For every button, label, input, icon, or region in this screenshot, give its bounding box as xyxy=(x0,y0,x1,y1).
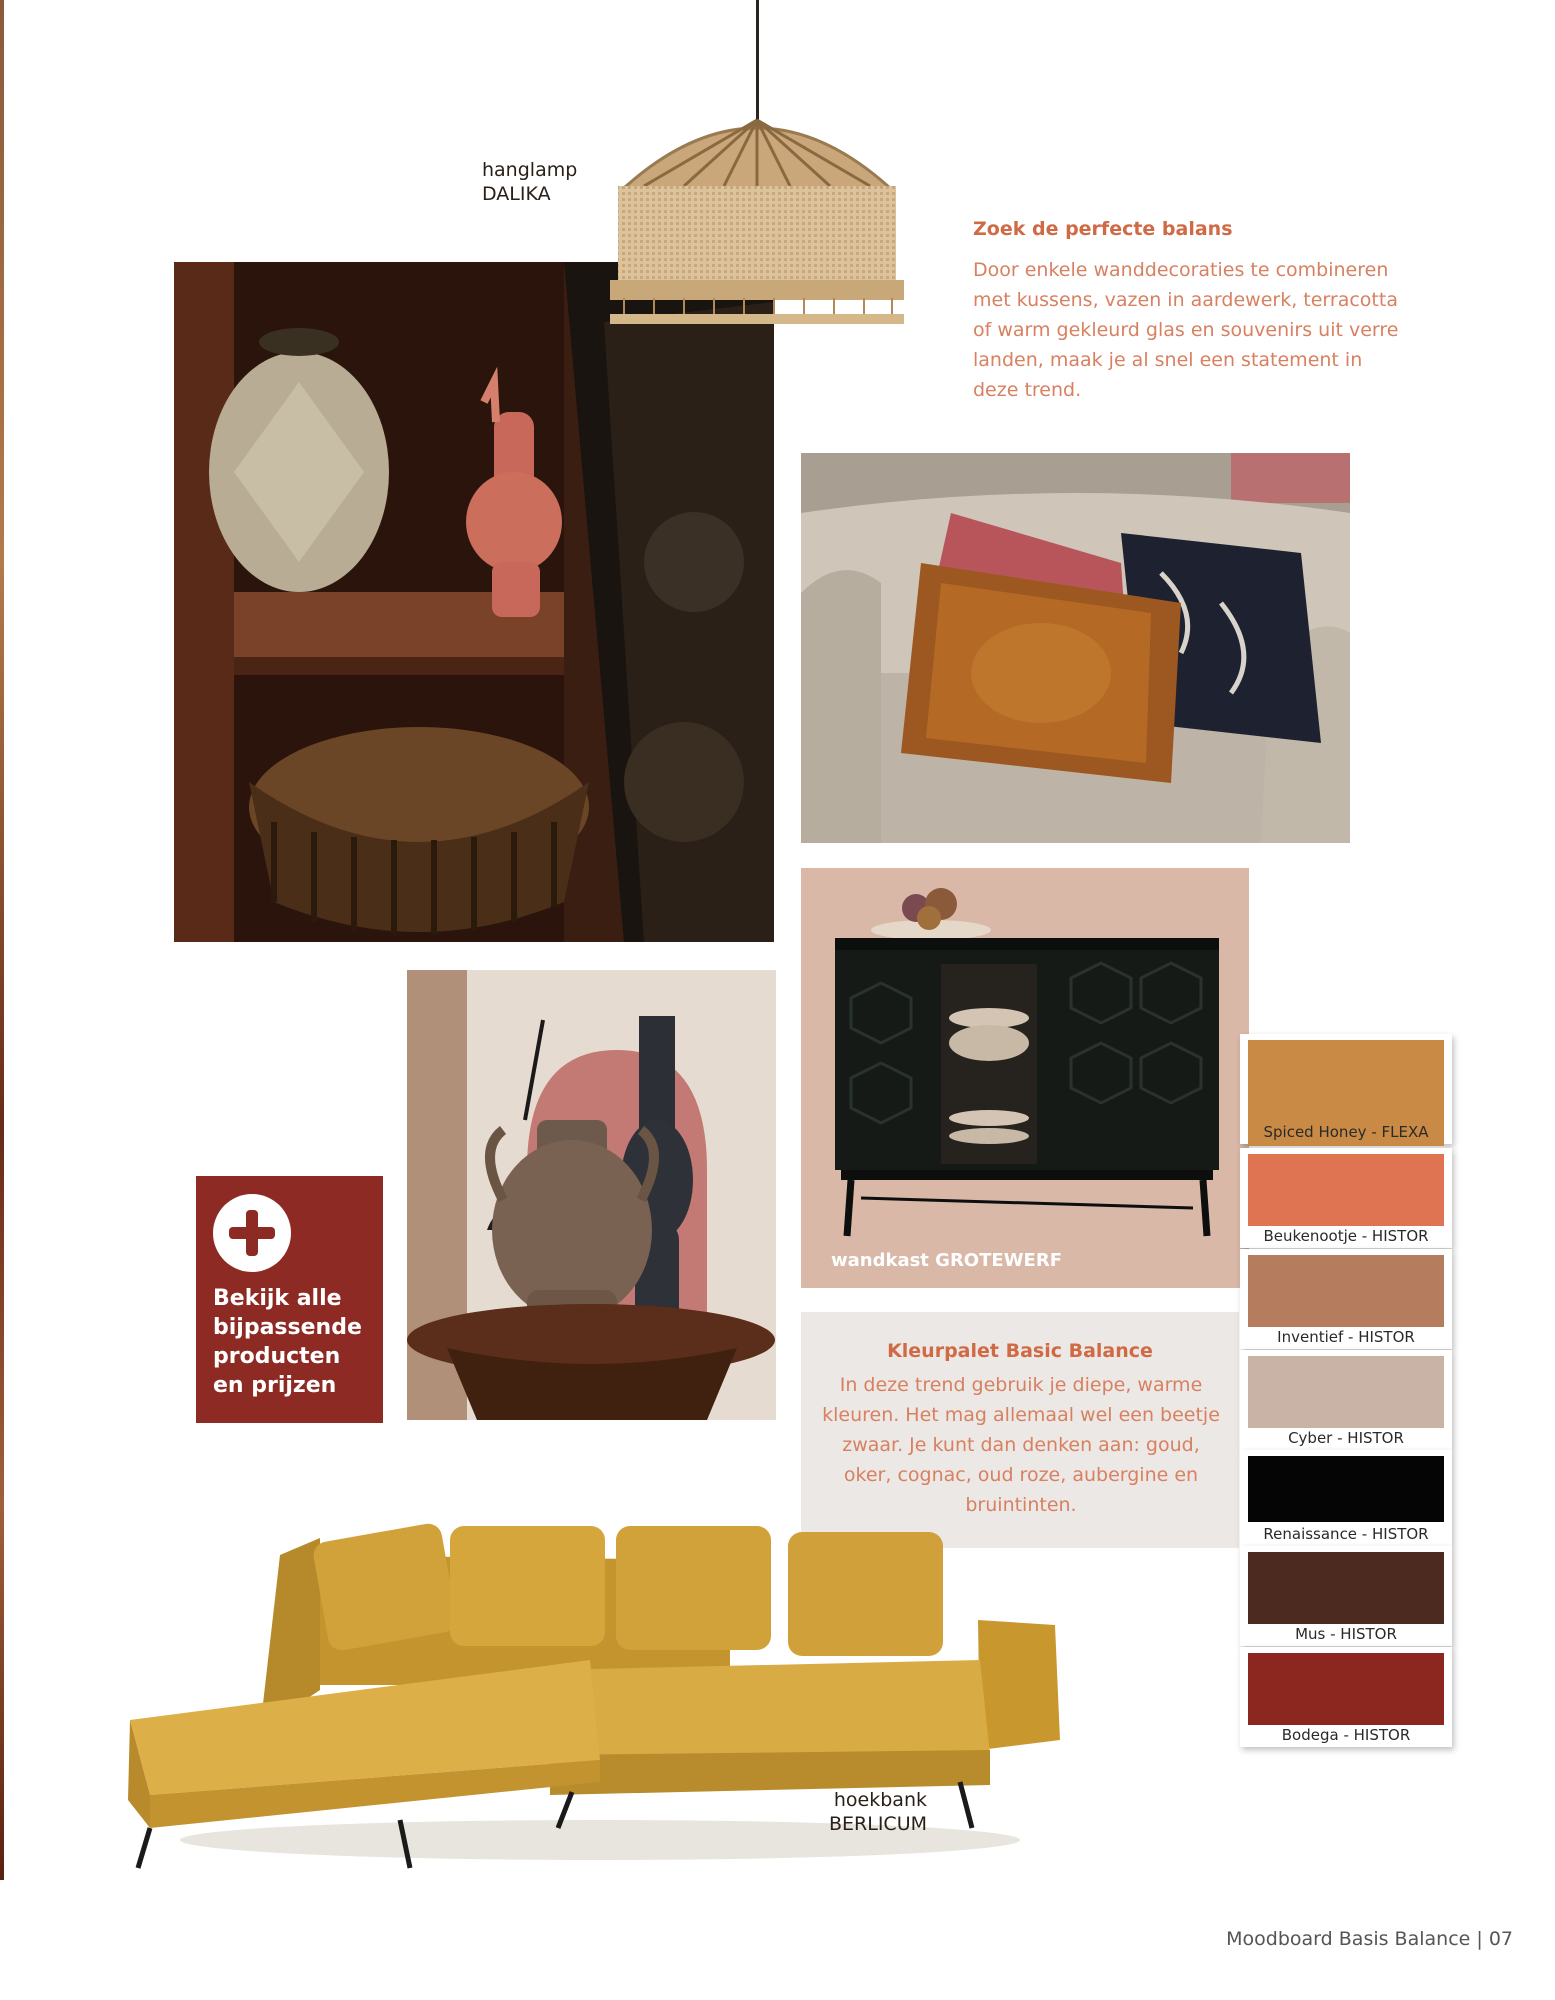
pendant-lamp-type: hanglamp xyxy=(482,159,578,181)
swatch-card xyxy=(1240,1450,1452,1546)
swatch-color xyxy=(1248,1456,1444,1522)
shop-card-text[interactable]: Bekijk alle bijpassende producten en prijzen xyxy=(213,1286,362,1398)
swatch-color xyxy=(1248,1552,1444,1624)
swatch-label: Inventief - HISTOR xyxy=(1277,1328,1415,1346)
pendant-lamp-image xyxy=(604,108,910,334)
swatch-color xyxy=(1248,1356,1444,1428)
swatch-card xyxy=(1240,1350,1452,1450)
sofa-type: hoekbank xyxy=(833,1789,927,1811)
swatch-color xyxy=(1248,1653,1444,1725)
sofa-label xyxy=(829,1788,927,1836)
palette-paragraph: In deze trend gebruik je diepe, warme kleuren. Het mag allemaal wel een beetje zwaar. Je kunt dan denken aan: goud, oker, cognac, oud roze, aubergine en bruintinten. xyxy=(822,1374,1220,1516)
swatch-label: Beukenootje - HISTOR xyxy=(1263,1227,1429,1245)
swatch-label: Spiced Honey - FLEXA xyxy=(1263,1123,1429,1141)
pendant-lamp-cord xyxy=(756,0,759,120)
intro-paragraph: Door enkele wanddecoraties te combineren met kussens, vazen in aardewerk, terracotta of warm gekleurd glas en souvenirs uit verre landen, maak je al snel een statement in deze trend. xyxy=(973,259,1399,401)
corner-sofa-image xyxy=(120,1510,1080,1870)
photo-cushions-sofa xyxy=(801,453,1350,843)
palette-heading: Kleurpalet Basic Balance xyxy=(887,1340,1153,1362)
swatch-label: Mus - HISTOR xyxy=(1295,1625,1397,1643)
cabinet-panel xyxy=(801,868,1249,1288)
swatch-color xyxy=(1248,1154,1444,1226)
shop-card[interactable] xyxy=(196,1176,383,1423)
pendant-lamp-name: DALIKA xyxy=(482,183,551,205)
cabinet-image xyxy=(801,868,1249,1288)
intro-heading: Zoek de perfecte balans xyxy=(973,218,1233,240)
swatch-card xyxy=(1240,1034,1452,1144)
pendant-lamp-label xyxy=(482,158,577,206)
left-edge-strip xyxy=(0,0,4,1880)
swatch-card xyxy=(1240,1647,1452,1747)
sofa-name: BERLICUM xyxy=(829,1813,927,1835)
swatch-label: Renaissance - HISTOR xyxy=(1263,1525,1429,1543)
swatch-card xyxy=(1240,1249,1452,1349)
photo-vases-side-table xyxy=(407,970,776,1420)
swatch-card xyxy=(1240,1148,1452,1248)
swatch-label: Cyber - HISTOR xyxy=(1288,1429,1404,1447)
page-footer: Moodboard Basis Balance | 07 xyxy=(1226,1928,1513,1950)
photo-shelf-vases xyxy=(174,262,774,942)
cabinet-caption: wandkast GROTEWERF xyxy=(831,1250,1062,1271)
swatch-label: Bodega - HISTOR xyxy=(1281,1726,1411,1744)
plus-circle-icon[interactable] xyxy=(213,1194,291,1272)
swatch-color xyxy=(1248,1255,1444,1327)
swatch-card xyxy=(1240,1546,1452,1646)
